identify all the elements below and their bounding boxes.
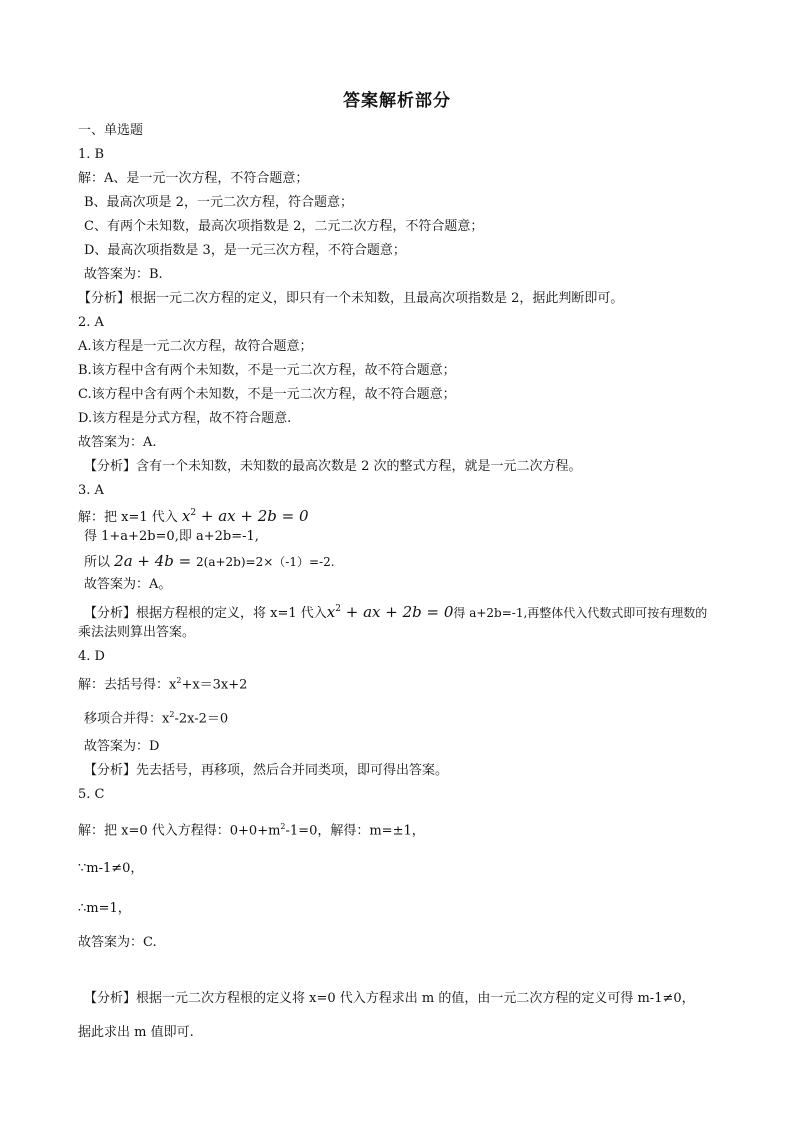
q1-line2: B、最高次项是 2，一元二次方程，符合题意； [84,195,353,210]
q2-line4: D.该方程是分式方程，故不符合题意. [78,411,292,426]
q3-an-equation [327,603,454,621]
section-heading: 一、单选题 [78,123,144,138]
q3-line3-prefix: 所以 [84,555,111,570]
q1-line3: C、有两个未知数，最高次项指数是 2，二元二次方程，不符合题意； [84,219,484,234]
page-title: 答案解析部分 [343,91,451,111]
q3-an-eq-var: x [326,603,336,621]
q3-equation [182,507,309,525]
q4-line3: 故答案为：D [84,739,160,754]
q5-line2: ∵m-1≠0， [78,861,144,876]
q3-eq-exp: 2 [190,508,197,518]
q4-line2-a: 移项合并得：x [84,711,170,727]
q2-line3: C.该方程中含有两个未知数，不是一元二次方程，故不符合题意； [78,387,456,402]
q2-line2: B.该方程中含有两个未知数，不是一元二次方程，故不符合题意； [78,363,456,378]
q5-line4: 故答案为：C. [78,935,157,950]
q5-line3: ∴m=1， [78,901,131,916]
q3-an-text: 【分析】根据方程根的定义，将 x=1 代入 [84,606,327,621]
q3-line1 [78,504,309,527]
q3-answer: 3. A [78,483,104,498]
q3-line4: 故答案为：A。 [84,577,172,592]
q1-line4: D、最高次项指数是 3，是一元三次方程，不符合题意； [84,243,406,258]
q5-line1-exp: 2 [280,822,286,831]
q4-line2-b: -2x-2＝0 [174,711,229,727]
q3-an-eq-exp: 2 [335,604,341,614]
q3-analysis-line1 [84,600,707,623]
q4-line1-a: 解：去括号得：x [78,677,177,693]
q1-line1: 解：A、是一元一次方程，不符合题意； [78,171,309,186]
q3-line3 [84,552,335,572]
q3-eq-rest: + ax + 2b = 0 [196,507,309,525]
q4-line2 [84,706,228,728]
q5-answer: 5. C [78,787,105,802]
q5-line1 [78,818,425,840]
q4-answer: 4. D [78,649,105,664]
q3-analysis-line2: 乘法法则算出答案。 [78,625,196,640]
q4-analysis: 【分析】先去括号，再移项，然后合并同类项，即可得出答案。 [84,763,449,778]
q5-analysis-line1: 【分析】根据一元二次方程根的定义将 x=0 代入方程求出 m 的值，由一元二次方程的定义可得 m-1≠0， [84,991,695,1006]
q2-line5: 故答案为：A. [78,435,157,450]
q4-line2-exp: 2 [169,710,175,719]
q2-answer: 2. A [78,315,104,330]
q2-analysis: 【分析】含有一个未知数，未知数的最高次数是 2 次的整式方程，就是一元二次方程。 [84,459,582,474]
q3-an-text2: 得 a+2b=-1,再整体代入代数式即可按有理数的 [453,606,708,620]
q5-analysis-line2: 据此求出 m 值即可. [78,1025,194,1040]
q4-line1-b: +x＝3x+2 [181,677,248,693]
q3-eq-var: x [181,507,191,525]
q3-line1-text: 解：把 x=1 代入 [78,510,178,525]
q4-line1-exp: 2 [176,676,182,685]
q2-line1: A.该方程是一元二次方程，故符合题意； [78,339,313,354]
q5-line1-a: 解：把 x=0 代入方程得：0+0+m [78,823,281,839]
q1-analysis: 【分析】根据一元二次方程的定义，即只有一个未知数，且最高次项指数是 2，据此判断即可。 [78,291,624,306]
q1-answer: 1. B [78,147,105,162]
q3-line3-eq: 2a + 4b = [114,552,196,570]
q1-line5: 故答案为：B. [84,267,163,282]
q5-line1-b: -1=0，解得：m=±1， [285,823,425,839]
q3-an-eq-rest: + ax + 2b = 0 [340,603,454,621]
q3-line3-calc: 2(a+2b)=2×（-1）=-2. [196,555,335,569]
q3-line2: 得 1+a+2b=0,即 a+2b=-1, [84,529,259,544]
q4-line1 [78,672,247,694]
